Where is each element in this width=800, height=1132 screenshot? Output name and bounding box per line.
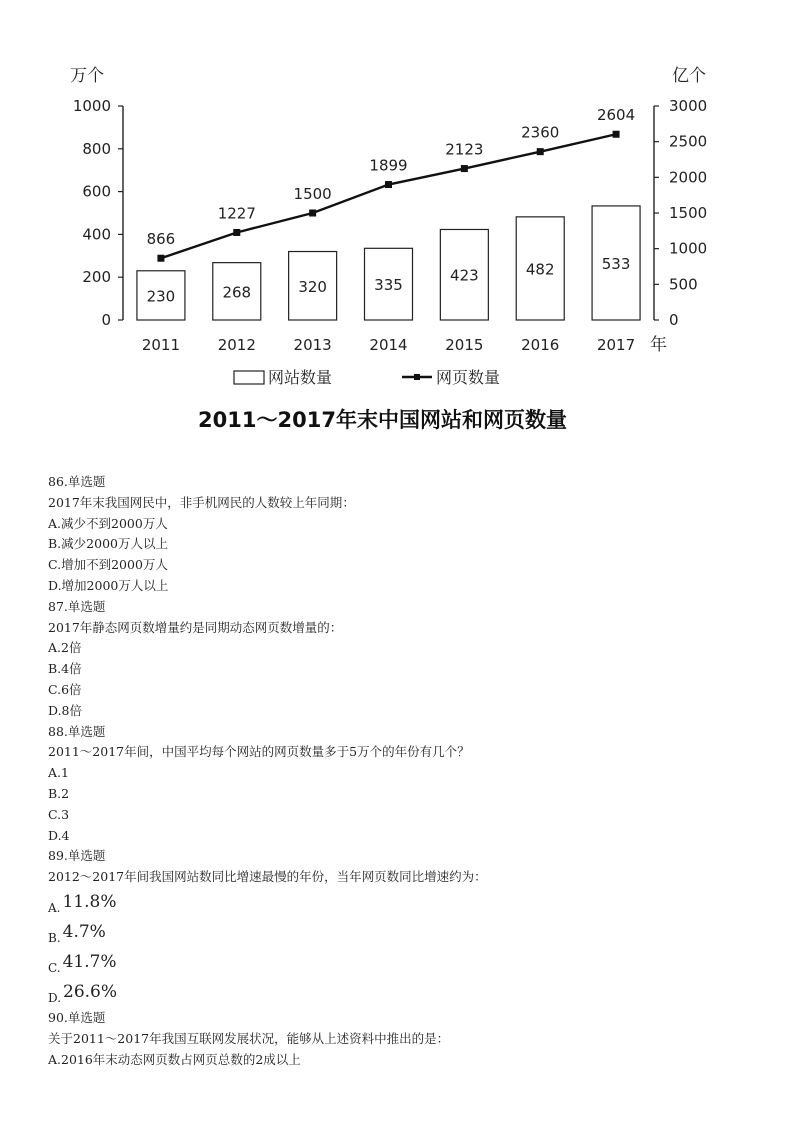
left-tick-label: 0 — [101, 311, 111, 329]
question-stem: 2012～2017年间我国网站数同比增速最慢的年份，当年网页数同比增速约为： — [48, 869, 487, 885]
question-number: 90.单选题 — [48, 1009, 106, 1025]
left-tick-label: 400 — [82, 225, 111, 244]
bar-value-label: 533 — [601, 254, 631, 273]
option-a[interactable]: A.减少不到2000万人 — [48, 515, 168, 531]
option-c[interactable]: C.增加不到2000万人 — [48, 557, 168, 573]
line-value-label: 1500 — [293, 185, 332, 203]
right-tick-label: 2000 — [669, 168, 708, 187]
option-b[interactable] — [48, 918, 778, 948]
option-d[interactable]: D.8倍 — [48, 702, 83, 718]
combo-chart — [0, 0, 800, 400]
option-d[interactable]: D.4 — [48, 827, 70, 843]
question-number: 87.单选题 — [48, 598, 106, 614]
option-a[interactable]: A.2倍 — [48, 640, 82, 656]
left-tick-label: 600 — [82, 182, 111, 201]
bar-value-label: 230 — [146, 287, 176, 306]
question-87 — [48, 597, 778, 722]
option-b[interactable]: B.减少2000万人以上 — [48, 536, 168, 552]
legend-bar-label: 网站数量 — [268, 368, 333, 387]
line-value-label: 2604 — [596, 106, 636, 125]
question-number: 86.单选题 — [48, 474, 106, 489]
line-value-label: 1227 — [217, 204, 256, 223]
option-a[interactable]: A.1 — [48, 765, 69, 781]
line-point — [385, 181, 392, 188]
left-tick-label: 200 — [82, 268, 111, 287]
right-tick-label: 3000 — [669, 97, 708, 115]
question-stem: 关于2011～2017年我国互联网发展状况，能够从上述资料中推出的是： — [48, 1030, 450, 1046]
x-tick-label: 2016 — [521, 336, 560, 354]
line-point — [233, 229, 240, 236]
bar-value-label: 482 — [525, 260, 555, 279]
right-tick-label: 500 — [669, 275, 698, 294]
bar-value-label: 335 — [374, 276, 403, 295]
question-stem: 2017年末我国网民中，非手机网民的人数较上年同期： — [48, 494, 355, 510]
bar-value-label: 320 — [298, 277, 327, 296]
option-d[interactable] — [48, 978, 778, 1008]
x-tick-label: 2012 — [217, 336, 256, 354]
left-axis-unit: 万个 — [70, 66, 104, 86]
x-tick-label: 2014 — [369, 336, 408, 354]
option-d[interactable]: D.增加2000万人以上 — [48, 577, 169, 593]
option-value: 11.8% — [62, 891, 117, 912]
line-value-label: 2360 — [521, 123, 560, 142]
question-86 — [48, 472, 778, 597]
chart-title: 2011～2017年末中国网站和网页数量 — [198, 408, 567, 432]
question-88 — [48, 722, 778, 847]
line-point — [537, 148, 544, 155]
option-b[interactable]: B.2 — [48, 785, 70, 801]
option-a[interactable]: A.2016年末动态网页数占网页总数的2成以上 — [48, 1051, 301, 1067]
question-list — [48, 472, 778, 1070]
option-letter: A. — [48, 900, 61, 915]
legend-line-marker — [414, 374, 420, 380]
option-value: 4.7% — [62, 921, 106, 942]
right-axis-unit: 亿个 — [672, 66, 706, 86]
option-a[interactable] — [48, 888, 778, 918]
option-value: 26.6% — [63, 981, 118, 1002]
question-90 — [48, 1008, 778, 1070]
line-point — [309, 210, 316, 217]
question-89 — [48, 846, 778, 1008]
line-point — [461, 165, 468, 172]
option-b[interactable]: B.4倍 — [48, 661, 82, 677]
x-tick-label: 2011 — [141, 336, 181, 354]
question-number: 88.单选题 — [48, 723, 106, 739]
right-tick-label: 2500 — [669, 132, 708, 151]
x-tick-label: 2017 — [596, 336, 636, 354]
right-tick-label: 1500 — [669, 204, 708, 222]
option-c[interactable]: C.6倍 — [48, 681, 82, 697]
option-c[interactable]: C.3 — [48, 806, 70, 822]
option-letter: D. — [48, 990, 62, 1005]
legend-line-label: 网页数量 — [436, 368, 501, 387]
question-stem: 2017年静态网页数增量约是同期动态网页数增量的： — [48, 619, 343, 635]
question-stem: 2011～2017年间，中国平均每个网站的网页数量多于5万个的年份有几个？ — [48, 744, 470, 760]
option-letter: C. — [48, 960, 61, 975]
right-tick-label: 0 — [669, 311, 679, 329]
question-number: 89.单选题 — [48, 848, 106, 864]
legend-bar-swatch — [234, 371, 264, 384]
line-value-label: 1899 — [369, 156, 408, 175]
left-tick-label: 800 — [82, 139, 111, 158]
line-value-label: 866 — [146, 230, 176, 249]
x-tick-label: 2015 — [445, 336, 484, 354]
x-tick-label: 2013 — [293, 336, 332, 354]
bar-value-label: 268 — [222, 283, 252, 302]
option-value: 41.7% — [62, 951, 117, 972]
bar-value-label: 423 — [450, 266, 479, 285]
line-point — [157, 255, 164, 262]
option-c[interactable] — [48, 948, 778, 978]
left-tick-label: 1000 — [72, 97, 111, 115]
line-value-label: 2123 — [445, 140, 484, 159]
right-tick-label: 1000 — [669, 239, 708, 258]
option-letter: B. — [48, 930, 61, 945]
line-point — [613, 131, 620, 138]
x-axis-unit: 年 — [650, 335, 667, 355]
